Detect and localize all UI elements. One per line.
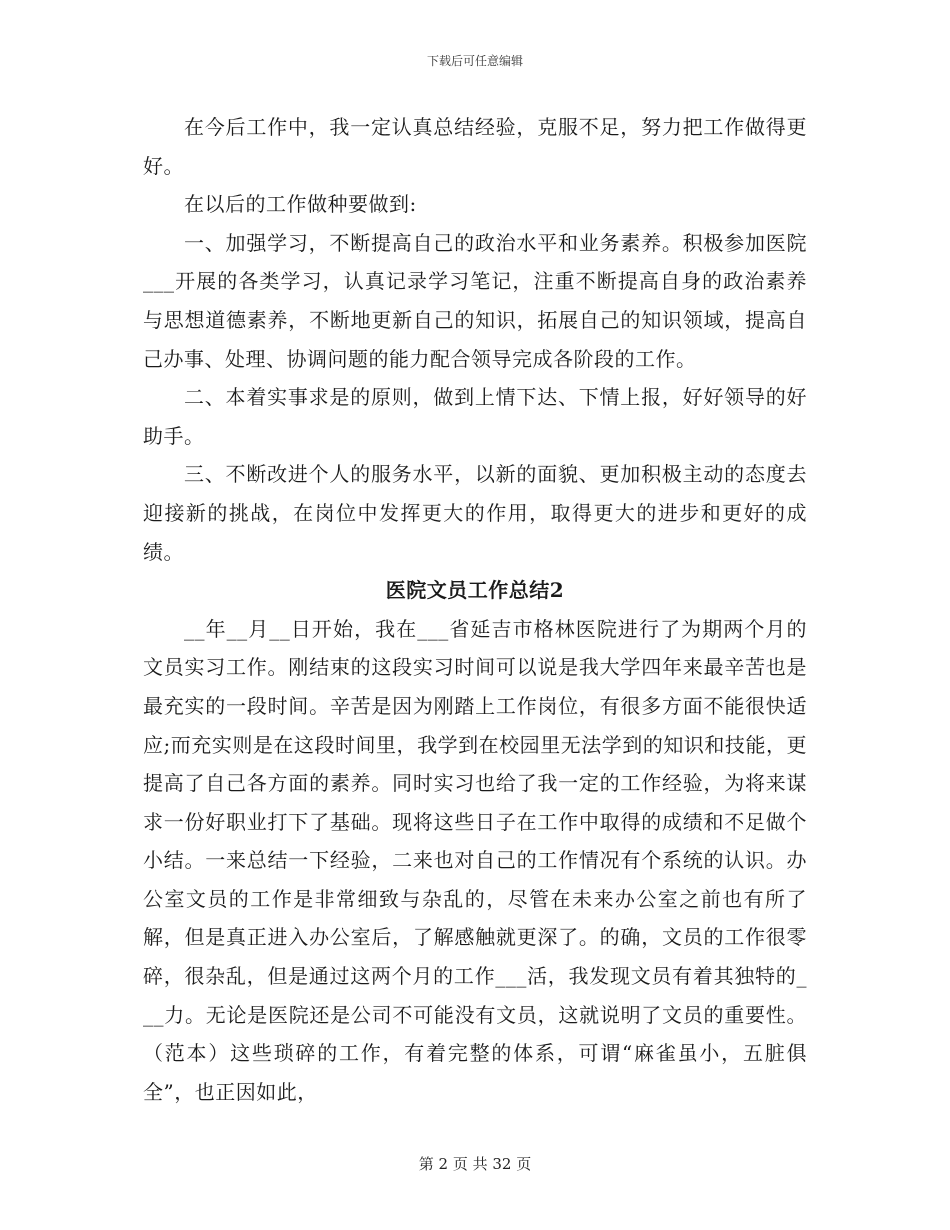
paragraph-closing: 在今后工作中，我一定认真总结经验，克服不足，努力把工作做得更好。 (143, 115, 807, 178)
page-header: 下载后可任意编辑 (426, 54, 523, 68)
paragraph-point-one: 一、加强学习，不断提高自己的政治水平和业务素养。积极参加医院___开展的各类学习，认真记录学习笔记，注重不断提高自身的政治素养与思想道德素养，不断地更新自己的知识，拓展自己的知识领域，提高自己办事、处理、协调问题的能力配合领导完成各阶段的工作。 (143, 230, 807, 371)
page-number: 第 2 页 共 32 页 (418, 1155, 532, 1173)
paragraph-point-two: 二、本着实事求是的原则，做到上情下达、下情上报，好好领导的好助手。 (143, 385, 807, 448)
document-body (143, 108, 807, 1111)
paragraph-intro-list: 在以后的工作做种要做到: (184, 192, 417, 217)
paragraph-point-three: 三、不断改进个人的服务水平，以新的面貌、更加积极主动的态度去迎接新的挑战，在岗位中发挥更大的作用，取得更大的进步和更好的成绩。 (143, 462, 807, 564)
section-title: 医院文员工作总结2 (385, 578, 565, 603)
paragraph-internship-summary: __年__月__日开始，我在___省延吉市格林医院进行了为期两个月的文员实习工作。刚结束的这段实习时间可以说是我大学四年来最辛苦也是最充实的一段时间。辛苦是因为刚踏上工作岗位，有很多方面不能很快适应;而充实则是在这段时间里，我学到在校园里无法学到的知识和技能，更提高了自己各方面的素养。同时实习也给了我一定的工作经验，为将来谋求一份好职业打下了基础。现将这些日子在工作中取得的成绩和不足做个小结。一来总结一下经验，二来也对自己的工作情况有个系统的认识。办公室文员的工作是非常细致与杂乱的，尽管在未来办公室之前也有所了解，但是真正进入办公室后，了解感触就更深了。的确，文员的工作很零碎，很杂乱，但是通过这两个月的工作___活，我发现文员有着其独特的___力。无论是医院还是公司不可能没有文员，这就说明了文员的重要性。（范本）这些琐碎的工作，有着完整的体系，可谓“麻雀虽小，五脏俱全”，也正因如此， (143, 616, 807, 1104)
